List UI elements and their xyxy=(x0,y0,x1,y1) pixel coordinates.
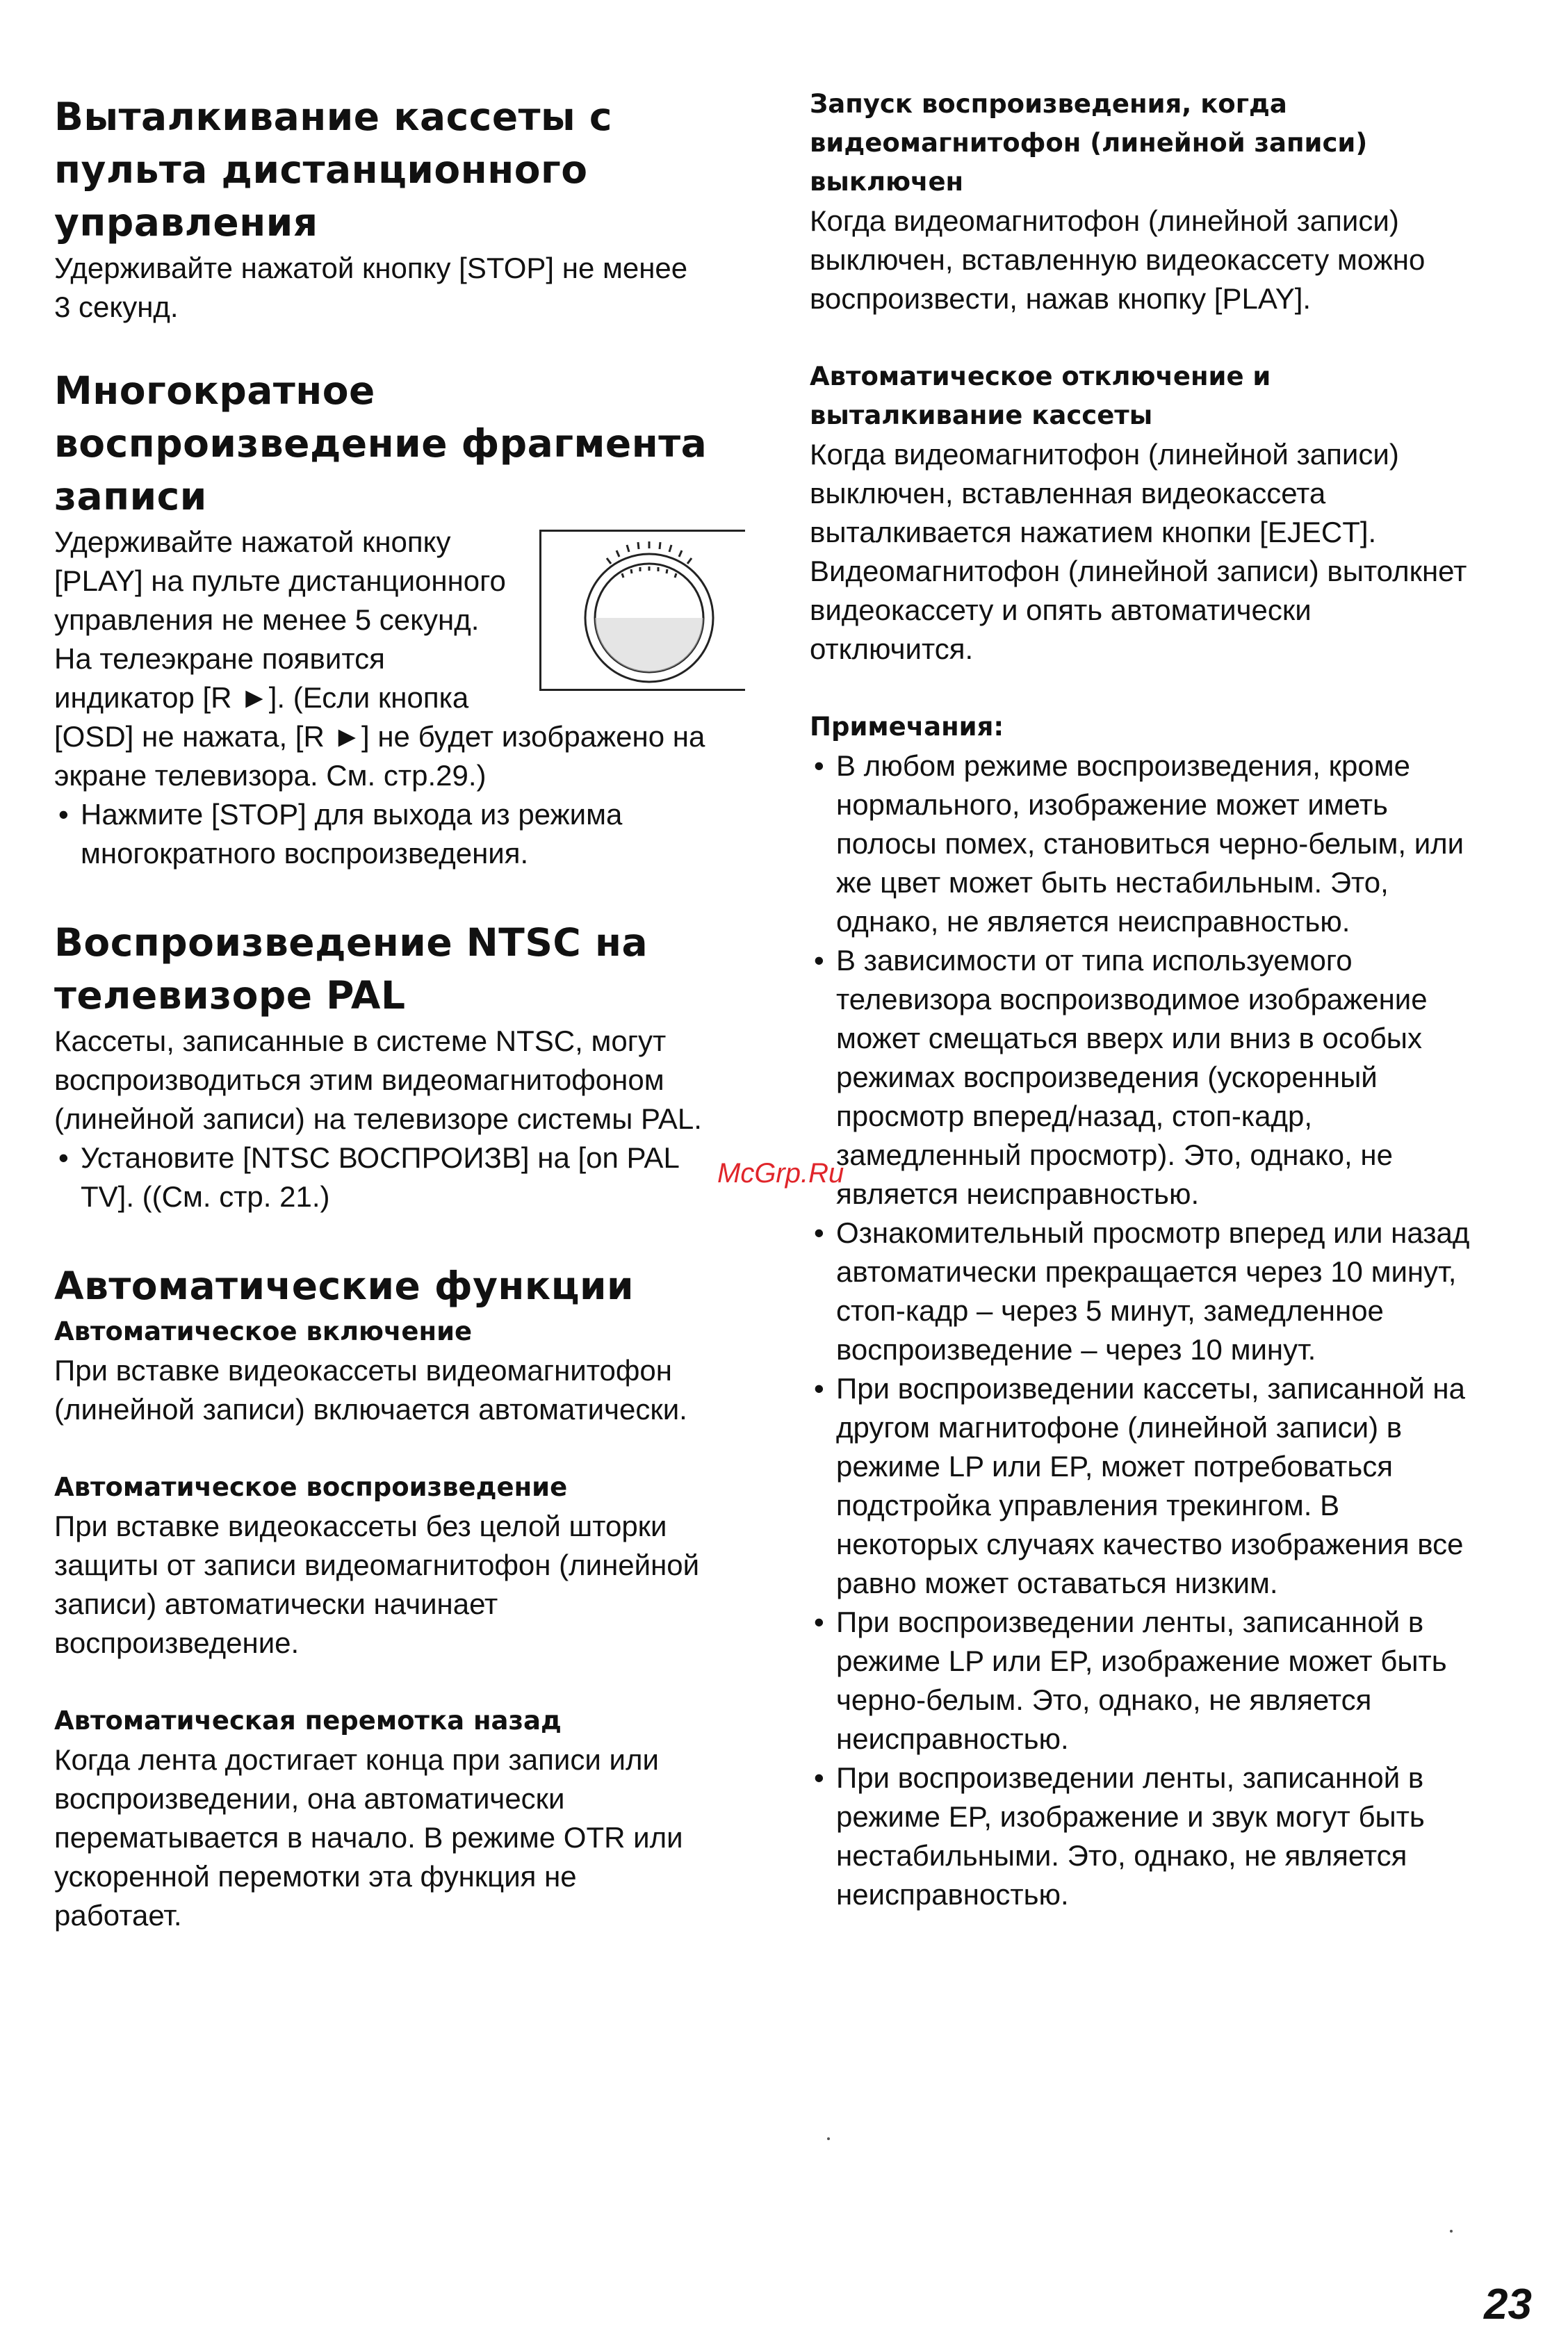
body-auto-off-eject: Когда видеомагнитофон (линейной записи) выключен, вставленная видеокассета выталкивается нажатием кнопки [EJECT]. Видеомагнитофон (линейной записи) вытолкнет видеокассету и опять автоматически отключится. xyxy=(810,438,1467,665)
jog-dial-icon xyxy=(569,536,729,689)
scan-speck xyxy=(827,2137,830,2140)
section-title-eject-remote: Выталкивание кассеты с пульта дистанционного управления xyxy=(54,95,613,245)
section-title-auto-functions: Автоматические функции xyxy=(54,1264,635,1308)
section-title-repeat-play: Многократное воспроизведение фрагмента записи xyxy=(54,368,708,519)
section-title-ntsc-pal: Воспроизведение NTSC на телевизоре PAL xyxy=(54,920,648,1018)
left-column xyxy=(54,90,749,1935)
jog-dial-illustration xyxy=(539,530,745,691)
page-number: 23 xyxy=(1484,2281,1532,2328)
subheading-auto-play: Автоматическое воспроизведение xyxy=(54,1472,568,1502)
body-play-when-off: Когда видеомагнитофон (линейной записи) выключен, вставленную видеокассету можно воспроизвести, нажав кнопку [PLAY]. xyxy=(810,204,1426,315)
notes-heading: Примечания: xyxy=(810,712,1004,742)
body-auto-play: При вставке видеокассеты без целой шторки защиты от записи видеомагнитофон (линейной записи) автоматически начинает воспроизведение. xyxy=(54,1510,700,1659)
note-item: • При воспроизведении ленты, записанной в режиме EP, изображение и звук могут быть нестабильными. Это, однако, не является неисправностью. xyxy=(810,1759,1512,1914)
subheading-auto-rewind: Автоматическая перемотка назад xyxy=(54,1706,562,1736)
note-item: • В любом режиме воспроизведения, кроме нормального, изображение может иметь полосы помех, становиться черно-белым, или же цвет может быть нестабильным. Это, однако, не является неисправностью. xyxy=(810,747,1512,941)
right-column xyxy=(810,85,1512,1914)
ntsc-pal-bullet: • Установите [NTSC ВОСПРОИЗВ] на [on PAL TV]. ((См. стр. 21.) xyxy=(54,1139,749,1216)
note-item: • В зависимости от типа используемого телевизора воспроизводимое изображение может смещаться вверх или вниз в особых режимах воспроизведения (ускоренный просмотр вперед/назад, стоп-кадр, замедленный просмотр). Это, однако, не является неисправностью. xyxy=(810,941,1512,1214)
note-item: • При воспроизведении кассеты, записанной на другом магнитофоне (линейной записи) в режиме LP или EP, может потребоваться подстройка управления трекингом. В некоторых случаях качество изображения все равно может оставаться низким. xyxy=(810,1369,1512,1603)
subheading-auto-power-on: Автоматическое включение xyxy=(54,1316,473,1346)
subheading-play-when-off: Запуск воспроизведения, когда видеомагнитофон (линейной записи) выключен xyxy=(810,89,1368,197)
section-body-eject-remote: Удерживайте нажатой кнопку [STOP] не менее 3 секунд. xyxy=(54,252,688,323)
body-auto-power-on: При вставке видеокассеты видеомагнитофон (линейной записи) включается автоматически. xyxy=(54,1354,687,1426)
scan-speck xyxy=(1450,2230,1453,2233)
repeat-play-bullet: • Нажмите [STOP] для выхода из режима многократного воспроизведения. xyxy=(54,795,749,873)
note-item: • Ознакомительный просмотр вперед или назад автоматически прекращается через 10 минут, стоп-кадр – через 5 минут, замедленное воспроизведение – через 10 минут. xyxy=(810,1214,1512,1369)
body-auto-rewind: Когда лента достигает конца при записи или воспроизведении, она автоматически перематывается в начало. В режиме OTR или ускоренной перемотки эта функция не работает. xyxy=(54,1743,683,1932)
repeat-play-body: Удерживайте нажатой кнопку [PLAY] на пульте дистанционного управления не менее 5 секунд. На телеэкране появится индикатор [R ►]. (Если кнопка [OSD] не нажата, [R ►] не будет изображено на экране телевизора. См. стр.29.) xyxy=(54,523,749,795)
subheading-auto-off-eject: Автоматическое отключение и выталкивание кассеты xyxy=(810,361,1271,430)
section-body-ntsc-pal: Кассеты, записанные в системе NTSC, могут воспроизводиться этим видеомагнитофоном (линейной записи) на телевизоре системы PAL. xyxy=(54,1025,702,1135)
note-item: • При воспроизведении ленты, записанной в режиме LP или EP, изображение может быть черно-белым. Это, однако, не является неисправностью. xyxy=(810,1603,1512,1759)
watermark: McGrp.Ru xyxy=(717,1158,844,1189)
